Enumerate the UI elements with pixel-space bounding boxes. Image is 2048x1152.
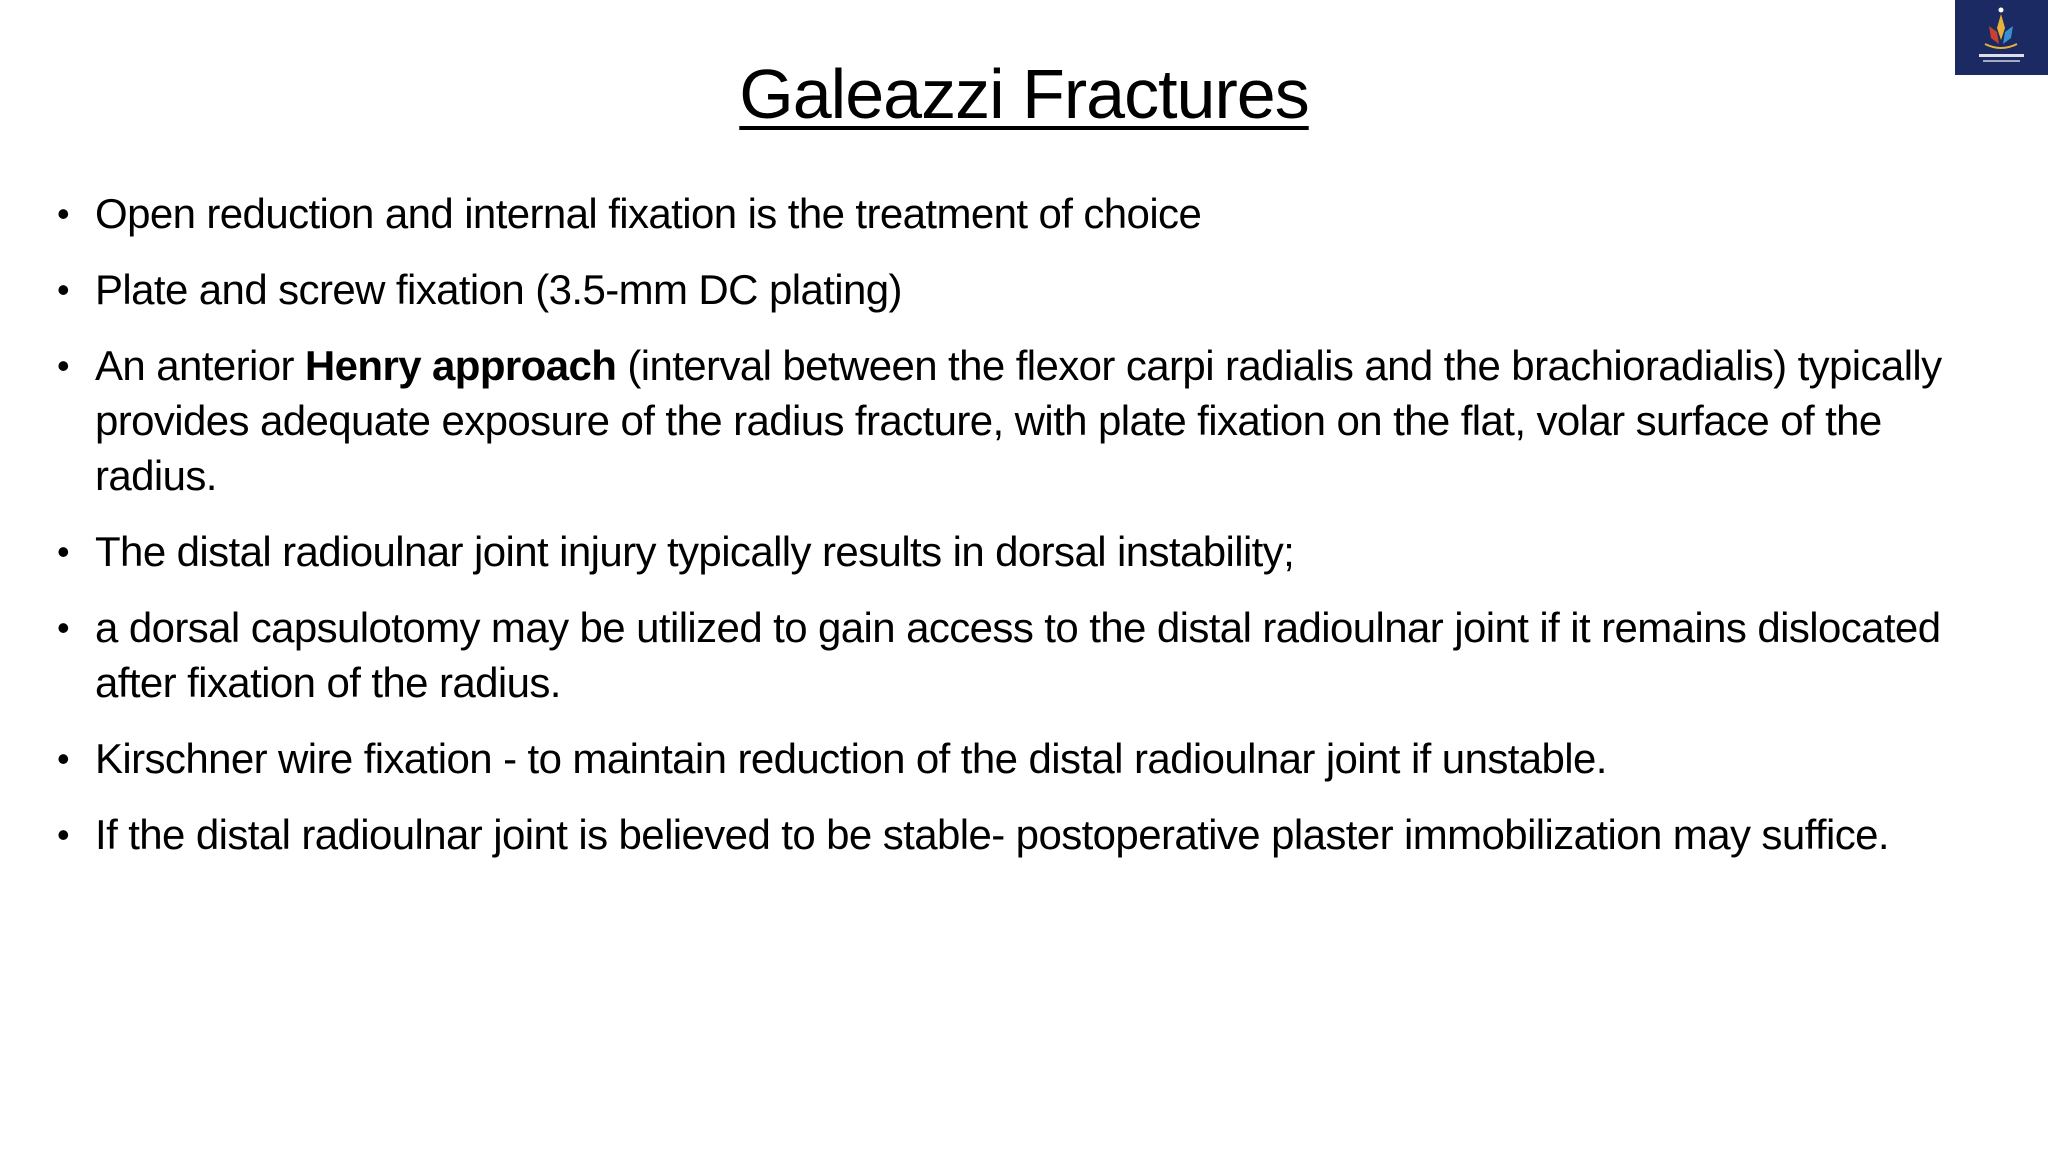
bullet-item	[57, 807, 1997, 862]
logo-emblem	[1955, 0, 2048, 75]
slide-title	[0, 52, 2048, 136]
bullet-item	[57, 338, 1997, 503]
bullet-item	[57, 262, 1997, 317]
bullet-item	[57, 524, 1997, 579]
bullet-text	[95, 342, 1942, 499]
bullet-marker: •	[57, 607, 70, 648]
bullet-text-prefix: An anterior	[95, 342, 305, 389]
bullet-text: Plate and screw fixation (3.5-mm DC plating)	[95, 266, 902, 313]
bullet-text: Kirschner wire fixation - to maintain reduction of the distal radioulnar joint if unstable.	[95, 735, 1607, 782]
bullet-text: Open reduction and internal fixation is the treatment of choice	[95, 190, 1202, 237]
bullet-text: If the distal radioulnar joint is believed to be stable- postoperative plaster immobilization may suffice.	[95, 811, 1889, 858]
bullet-text: The distal radioulnar joint injury typically results in dorsal instability;	[95, 528, 1295, 575]
bullet-item	[57, 731, 1997, 786]
bullet-list	[57, 186, 1997, 883]
bullet-marker: •	[57, 345, 70, 386]
bullet-text: a dorsal capsulotomy may be utilized to gain access to the distal radioulnar joint if it remains dislocated after fixation of the radius.	[95, 604, 1941, 706]
bullet-marker: •	[57, 738, 70, 779]
bullet-text-bold: Henry approach	[304, 342, 617, 389]
bullet-marker: •	[57, 193, 70, 234]
slide-title-text: Galeazzi Fractures	[739, 55, 1309, 133]
bullet-marker: •	[57, 269, 70, 310]
bullet-item	[57, 186, 1997, 241]
university-logo-icon	[1955, 0, 2048, 75]
bullet-item	[57, 600, 1997, 710]
bullet-text-suffix: (interval between the flexor carpi radialis and the brachioradialis) typically provides adequate exposure of the radius fracture, with plate fixation on the flat, volar surface of the radius.	[95, 342, 1942, 499]
bullet-marker: •	[57, 531, 70, 572]
bullet-marker: •	[57, 814, 70, 855]
